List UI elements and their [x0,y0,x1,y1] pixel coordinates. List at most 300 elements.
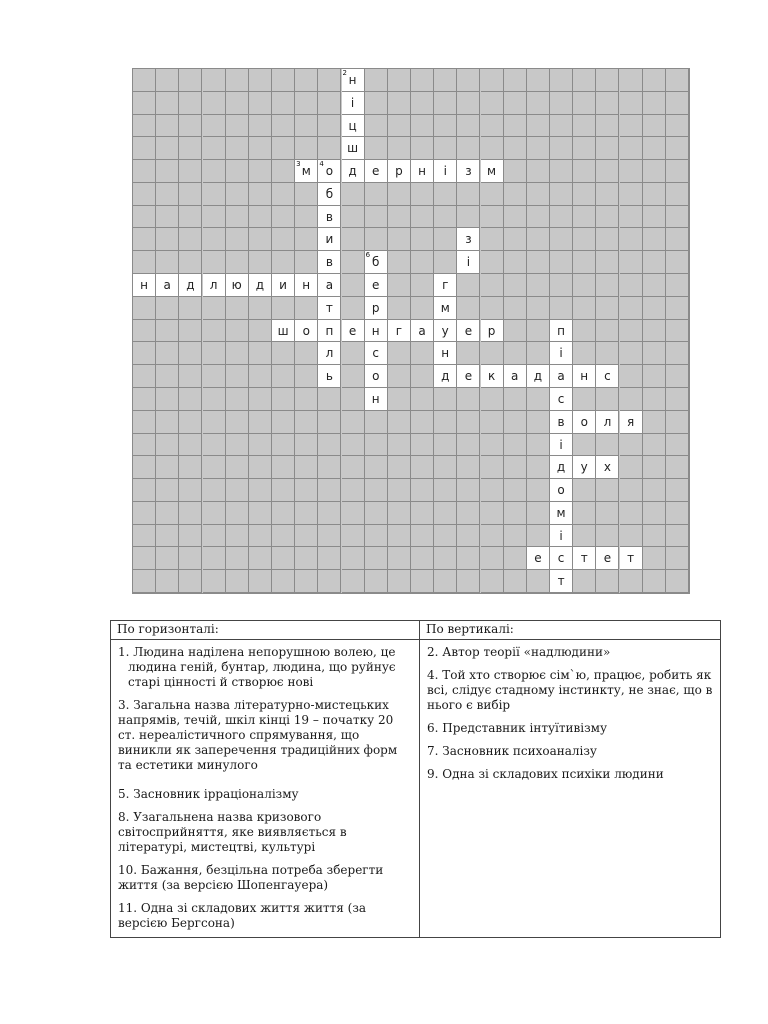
cell-letter: и [279,278,287,293]
blank-cell [249,320,272,343]
blank-cell [620,274,643,297]
blank-cell [179,456,202,479]
blank-cell [249,137,272,160]
blank-cell [434,388,457,411]
crossword-cell [342,115,365,138]
blank-cell [411,206,434,229]
blank-cell [226,69,249,92]
blank-cell [596,434,619,457]
blank-cell [133,411,156,434]
blank-cell [203,297,226,320]
cell-letter: е [464,323,473,338]
blank-cell [527,274,550,297]
blank-cell [457,411,480,434]
blank-cell [226,434,249,457]
blank-cell [643,274,666,297]
blank-cell [203,525,226,548]
blank-cell [388,274,411,297]
blank-cell [388,525,411,548]
cell-letter: ш [277,323,289,338]
blank-cell [596,479,619,502]
blank-cell [411,502,434,525]
cell-letter: о [372,369,380,384]
blank-cell [203,115,226,138]
crossword-cell [550,434,573,457]
blank-cell [318,92,341,115]
blank-cell [295,479,318,502]
blank-cell [457,342,480,365]
blank-cell [342,388,365,411]
blank-cell [156,251,179,274]
blank-cell [550,92,573,115]
blank-cell [295,92,318,115]
crossword-cell [411,160,434,183]
cell-letter: н [302,278,311,293]
blank-cell [666,342,689,365]
blank-cell [133,365,156,388]
blank-cell [388,183,411,206]
blank-cell [411,365,434,388]
blank-cell [133,570,156,593]
cell-letter: р [487,323,496,338]
crossword-cell [504,365,527,388]
blank-cell [179,69,202,92]
blank-cell [342,479,365,502]
blank-cell [666,251,689,274]
blank-cell [481,479,504,502]
blank-cell [179,570,202,593]
blank-cell [295,388,318,411]
blank-cell [388,365,411,388]
crossword-cell [481,320,504,343]
blank-cell [411,479,434,502]
blank-cell [620,525,643,548]
blank-cell [365,570,388,593]
cell-letter: я [626,414,635,429]
blank-cell [573,228,596,251]
blank-cell [342,525,365,548]
blank-cell [133,160,156,183]
blank-cell [272,115,295,138]
blank-cell [318,411,341,434]
cell-letter: т [325,300,333,315]
blank-cell [249,228,272,251]
blank-cell [411,342,434,365]
blank-cell [620,137,643,160]
blank-cell [434,115,457,138]
blank-cell [179,115,202,138]
blank-cell [504,547,527,570]
blank-cell [249,69,272,92]
crossword-cell [318,342,341,365]
cell-letter: и [325,232,334,247]
blank-cell [226,411,249,434]
blank-cell [481,228,504,251]
blank-cell [481,342,504,365]
crossword-cell [434,160,457,183]
blank-cell [272,137,295,160]
blank-cell [156,92,179,115]
blank-cell [596,69,619,92]
blank-cell [550,297,573,320]
blank-cell [133,434,156,457]
blank-cell [295,183,318,206]
blank-cell [179,525,202,548]
crossword-cell [527,547,550,570]
blank-cell [434,137,457,160]
blank-cell [666,69,689,92]
crossword-cell [365,160,388,183]
blank-cell [573,183,596,206]
blank-cell [434,411,457,434]
blank-cell [481,206,504,229]
blank-cell [411,297,434,320]
blank-cell [481,92,504,115]
blank-cell [504,251,527,274]
crossword-cell [596,547,619,570]
blank-cell [411,456,434,479]
crossword-cell [342,92,365,115]
blank-cell [457,570,480,593]
cell-letter: м [487,164,497,179]
blank-cell [365,206,388,229]
blank-cell [504,388,527,411]
blank-cell [596,388,619,411]
blank-cell [133,547,156,570]
cell-letter: д [255,278,265,293]
crossword-cell [342,137,365,160]
blank-cell [179,342,202,365]
blank-cell [156,434,179,457]
blank-cell [434,525,457,548]
blank-cell [643,206,666,229]
blank-cell [295,228,318,251]
blank-cell [457,297,480,320]
blank-cell [434,479,457,502]
clue-number: 6 [365,251,371,260]
blank-cell [457,502,480,525]
cell-letter: і [559,437,563,452]
blank-cell [203,456,226,479]
blank-cell [504,502,527,525]
crossword-cell [342,320,365,343]
blank-cell [643,570,666,593]
blank-cell [620,365,643,388]
blank-cell [527,183,550,206]
cell-letter: а [163,278,171,293]
blank-cell [249,206,272,229]
cell-letter: б [372,255,380,270]
crossword-cell [434,274,457,297]
cell-letter: г [442,278,449,293]
blank-cell [226,228,249,251]
blank-cell [295,434,318,457]
blank-cell [620,434,643,457]
crossword-cell [457,365,480,388]
blank-cell [504,525,527,548]
down-clue: 6. Представник інтуїтивізму [427,721,608,735]
crossword-cell [550,479,573,502]
cell-letter: н [371,391,380,406]
across-clue: 1. Людина наділена непорушною волею, це людина геній, бунтар, людина, що руйнує старі цінності й створює нові [118,645,396,689]
crossword-cell [434,320,457,343]
cell-letter: н [418,164,426,179]
blank-cell [666,525,689,548]
blank-cell [596,320,619,343]
blank-cell [295,137,318,160]
blank-cell [457,92,480,115]
blank-cell [434,251,457,274]
crossword-cell [457,320,480,343]
blank-cell [295,342,318,365]
blank-cell [666,570,689,593]
blank-cell [457,479,480,502]
across-clue: 3. Загальна назва літературно-мистецьких напрямів, течій, шкіл кінці 19 – початку 20 ст. нереалістичного спрямування, що виникли як заперечення традиційних форм та естетики минулого [118,698,398,772]
blank-cell [620,160,643,183]
blank-cell [203,547,226,570]
blank-cell [156,206,179,229]
blank-cell [295,547,318,570]
crossword-cell [318,320,341,343]
blank-cell [573,206,596,229]
blank-cell [457,69,480,92]
blank-cell [203,228,226,251]
blank-cell [295,365,318,388]
blank-cell [550,115,573,138]
crossword-cell [573,547,596,570]
cell-letter: о [580,414,588,429]
blank-cell [272,183,295,206]
blank-cell [318,115,341,138]
blank-cell [272,479,295,502]
blank-cell [133,525,156,548]
blank-cell [620,479,643,502]
cell-letter: ц [348,118,357,133]
blank-cell [504,320,527,343]
cell-letter: е [372,164,380,179]
blank-cell [365,525,388,548]
blank-cell [318,456,341,479]
cell-letter: а [511,369,519,384]
blank-cell [249,160,272,183]
blank-cell [156,115,179,138]
blank-cell [573,160,596,183]
blank-cell [318,137,341,160]
blank-cell [411,137,434,160]
blank-cell [365,115,388,138]
blank-cell [434,434,457,457]
blank-cell [226,456,249,479]
blank-cell [156,525,179,548]
blank-cell [249,115,272,138]
blank-cell [156,388,179,411]
crossword-cell [550,411,573,434]
cell-letter: о [325,164,334,179]
blank-cell [203,479,226,502]
blank-cell [295,115,318,138]
blank-cell [666,547,689,570]
blank-cell [388,502,411,525]
blank-cell [249,251,272,274]
blank-cell [620,228,643,251]
blank-cell [666,456,689,479]
blank-cell [573,251,596,274]
blank-cell [527,160,550,183]
crossword-cell [318,206,341,229]
blank-cell [388,342,411,365]
blank-cell [203,320,226,343]
blank-cell [249,434,272,457]
blank-cell [156,183,179,206]
blank-cell [388,411,411,434]
crossword-cell [156,274,179,297]
blank-cell [527,479,550,502]
blank-cell [643,525,666,548]
blank-cell [596,137,619,160]
blank-cell [133,479,156,502]
blank-cell [434,183,457,206]
blank-cell [550,69,573,92]
cell-letter: н [441,346,450,361]
crossword-cell [573,411,596,434]
blank-cell [342,274,365,297]
blank-cell [596,206,619,229]
blank-cell [596,502,619,525]
blank-cell [226,342,249,365]
down-clue: 7. Засновник психоаналізу [427,744,597,758]
crossword-cell [457,251,480,274]
blank-cell [249,388,272,411]
blank-cell [504,206,527,229]
cell-letter: і [443,164,447,179]
blank-cell [573,434,596,457]
blank-cell [295,411,318,434]
blank-cell [596,274,619,297]
crossword-cell [365,274,388,297]
blank-cell [156,570,179,593]
blank-cell [666,206,689,229]
blank-cell [620,320,643,343]
blank-cell [226,547,249,570]
blank-cell [620,342,643,365]
cell-letter: р [371,300,380,315]
cell-letter: н [580,369,589,384]
blank-cell [666,228,689,251]
blank-cell [203,251,226,274]
blank-cell [481,297,504,320]
blank-cell [527,411,550,434]
blank-cell [666,274,689,297]
blank-cell [295,206,318,229]
cell-letter: д [186,278,195,293]
clue-number: 4 [319,160,324,169]
cell-letter: е [372,278,380,293]
blank-cell [388,115,411,138]
blank-cell [573,570,596,593]
blank-cell [249,92,272,115]
blank-cell [342,411,365,434]
crossword-cell [434,365,457,388]
across-clues [111,640,420,938]
blank-cell [666,502,689,525]
blank-cell [666,434,689,457]
blank-cell [342,570,365,593]
blank-cell [643,251,666,274]
blank-cell [411,92,434,115]
blank-cell [596,297,619,320]
blank-cell [434,228,457,251]
crossword-cell [342,69,365,92]
blank-cell [272,160,295,183]
blank-cell [388,92,411,115]
blank-cell [388,137,411,160]
blank-cell [527,570,550,593]
across-clue: 11. Одна зі складових життя життя (за версією Бергсона) [118,901,367,930]
blank-cell [318,547,341,570]
blank-cell [643,547,666,570]
cell-letter: п [325,323,334,338]
crossword-cell [596,365,619,388]
cell-letter: с [557,551,565,566]
blank-cell [156,228,179,251]
blank-cell [179,251,202,274]
blank-cell [666,320,689,343]
blank-cell [203,388,226,411]
blank-cell [179,388,202,411]
blank-cell [203,342,226,365]
blank-cell [573,320,596,343]
blank-cell [388,206,411,229]
crossword-cell [365,342,388,365]
crossword-cell [596,411,619,434]
blank-cell [550,206,573,229]
blank-cell [481,502,504,525]
cell-letter: л [325,346,334,361]
crossword-cell [457,228,480,251]
crossword-cell [203,274,226,297]
cell-letter: н [348,73,357,87]
blank-cell [203,69,226,92]
blank-cell [666,388,689,411]
crossword-cell [550,502,573,525]
blank-cell [481,115,504,138]
blank-cell [342,206,365,229]
crossword-cell [573,456,596,479]
blank-cell [249,547,272,570]
blank-cell [156,365,179,388]
blank-cell [573,525,596,548]
blank-cell [179,434,202,457]
blank-cell [249,570,272,593]
blank-cell [133,69,156,92]
blank-cell [596,115,619,138]
blank-cell [226,137,249,160]
blank-cell [388,456,411,479]
blank-cell [179,183,202,206]
blank-cell [365,69,388,92]
across-header: По горизонталі: [111,621,420,640]
blank-cell [481,411,504,434]
blank-cell [504,92,527,115]
blank-cell [342,342,365,365]
blank-cell [596,228,619,251]
blank-cell [457,115,480,138]
blank-cell [226,479,249,502]
cell-letter: о [302,323,310,338]
blank-cell [643,434,666,457]
blank-cell [573,137,596,160]
crossword-cell [550,456,573,479]
